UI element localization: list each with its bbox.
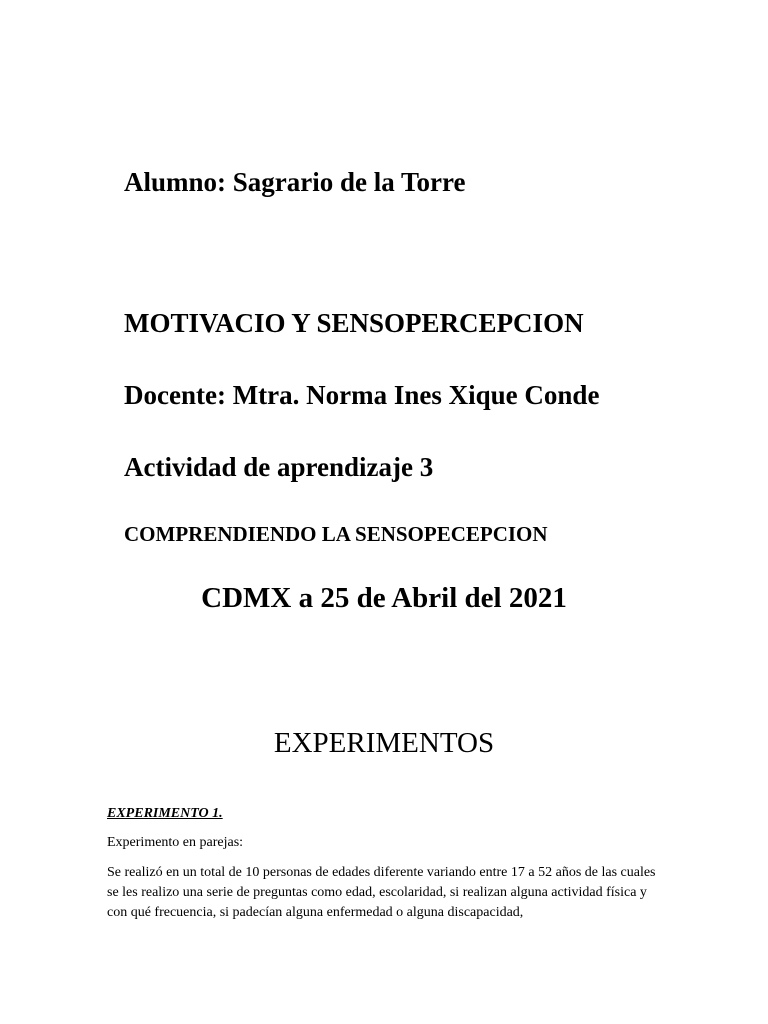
experiment-subtitle: Experimento en parejas: <box>107 835 244 850</box>
topic-title: COMPRENDIENDO LA SENSOPECEPCION <box>124 522 548 546</box>
date-line: CDMX a 25 de Abril del 2021 <box>201 582 567 614</box>
experiment-heading: EXPERIMENTO 1. <box>107 806 223 821</box>
teacher-name: Docente: Mtra. Norma Ines Xique Conde <box>124 380 600 410</box>
activity-title: Actividad de aprendizaje 3 <box>124 452 434 482</box>
section-title: EXPERIMENTOS <box>273 727 495 759</box>
course-title: MOTIVACIO Y SENSOPERCEPCION <box>124 308 584 338</box>
experiment-body-text: Se realizó en un total de 10 personas de edades diferente variando entre 17 a 52 años de las cuales se les realizo una serie de preguntas como edad, escolaridad, si realizan alguna actividad física y con qué frecuencia, si padecían alguna enfermedad o alguna discapacidad, <box>107 865 656 920</box>
student-name: Alumno: Sagrario de la Torre <box>124 167 466 197</box>
